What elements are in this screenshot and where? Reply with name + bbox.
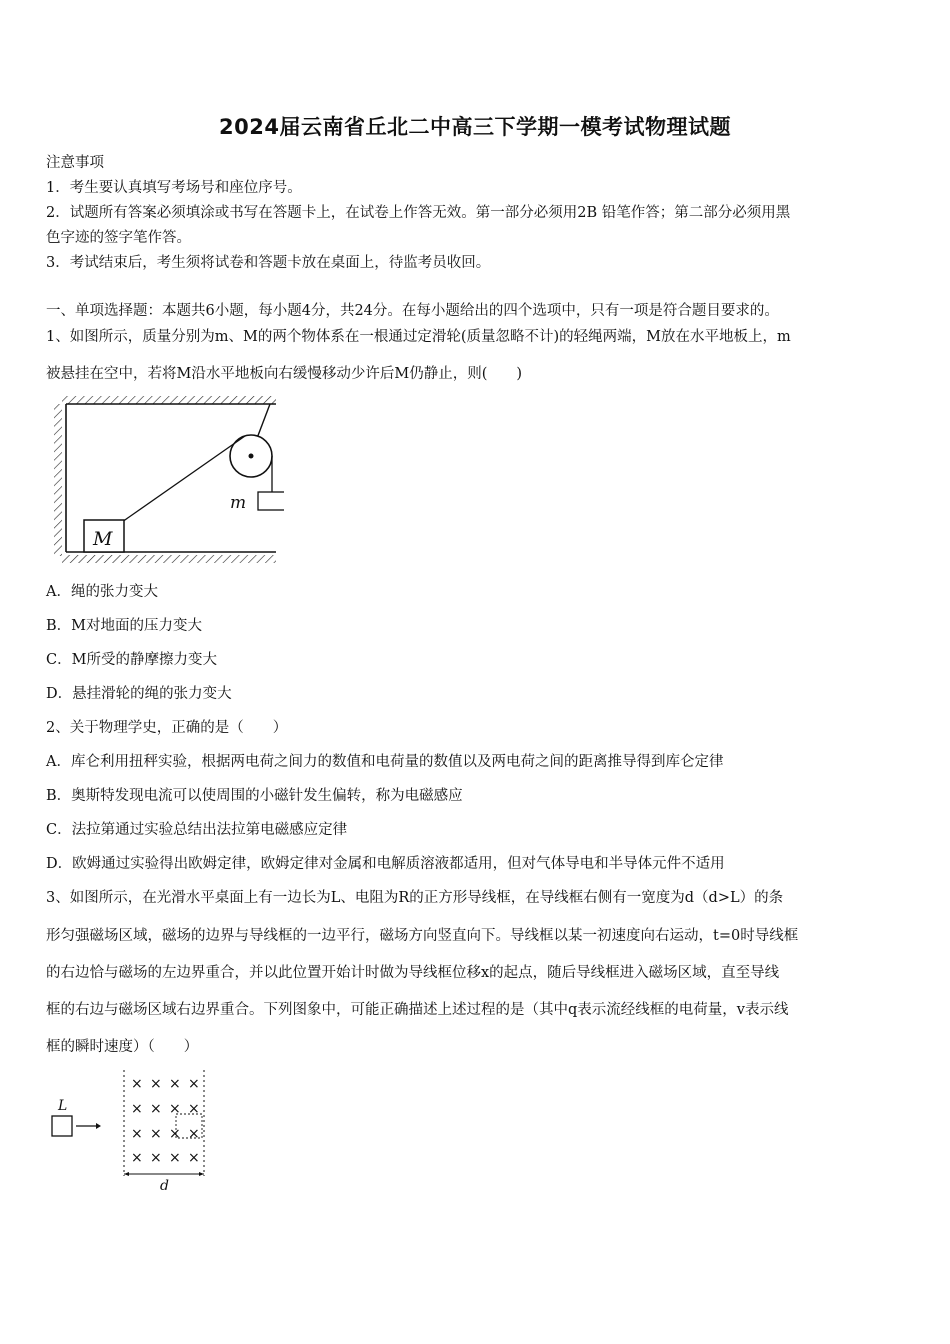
floor-hatch [62, 555, 276, 563]
field-cross: × [169, 1126, 181, 1142]
notice-item-2-cont: 色字迹的签字笔作答。 [46, 230, 191, 246]
q3-magnetic-field-figure [44, 1066, 216, 1192]
q1-option-b: B．M对地面的压力变大 [46, 618, 203, 634]
label-d: d [160, 1178, 169, 1192]
field-cross: × [188, 1126, 200, 1142]
field-cross: × [131, 1150, 143, 1166]
pulley-axle [249, 454, 254, 459]
ceiling-hatch [62, 396, 276, 404]
notice-item-2: 2．试题所有答案必须填涂或书写在答题卡上，在试卷上作答无效。第一部分必须用2B 铅笔作答；第二部分必须用黑 [46, 205, 791, 221]
field-cross: × [131, 1126, 143, 1142]
field-cross: × [169, 1101, 181, 1117]
field-cross: × [188, 1150, 200, 1166]
q1-option-a: A．绳的张力变大 [46, 584, 158, 600]
mass-m-label: m [230, 493, 247, 513]
notice-item-3: 3．考试结束后，考生须将试卷和答题卡放在桌面上，待监考员收回。 [46, 255, 491, 271]
q3-stem-line3: 的右边恰与磁场的左边界重合，并以此位置开始计时做为导线框位移x的起点，随后导线框进入磁场区域，直至导线 [46, 965, 780, 981]
dimension-arrow-left [124, 1172, 129, 1176]
field-cross: × [150, 1126, 162, 1142]
q1-option-d: D．悬挂滑轮的绳的张力变大 [46, 686, 232, 702]
field-cross: × [131, 1076, 143, 1092]
field-cross: × [169, 1076, 181, 1092]
q2-option-b: B．奥斯特发现电流可以使周围的小磁针发生偏转，称为电磁感应 [46, 788, 463, 804]
section-heading: 一、单项选择题：本题共6小题，每小题4分，共24分。在每小题给出的四个选项中，只有一项是符合题目要求的。 [46, 303, 779, 319]
q1-option-c: C．M所受的静摩擦力变大 [46, 652, 217, 668]
field-cross: × [150, 1101, 162, 1117]
rope-to-M [122, 436, 245, 522]
q3-stem-line2: 形匀强磁场区域，磁场的边界与导线框的一边平行，磁场方向竖直向下。导线框以某一初速度向右运动，t=0时导线框 [46, 928, 799, 944]
label-L: L [58, 1098, 68, 1114]
mass-m-box [258, 492, 284, 510]
q1-stem-line1: 1、如图所示，质量分别为m、M的两个物体系在一根通过定滑轮(质量忽略不计)的轻绳两端，M放在水平地板上，m [46, 329, 791, 345]
field-cross: × [150, 1076, 162, 1092]
field-cross: × [150, 1150, 162, 1166]
notice-heading: 注意事项 [46, 155, 104, 171]
q1-pulley-figure [52, 394, 284, 564]
q3-stem-line4: 框的右边与磁场区域右边界重合。下列图象中，可能正确描述上述过程的是（其中q表示流经线框的电荷量，v表示线 [46, 1002, 789, 1018]
q1-stem-line2: 被悬挂在空中，若将M沿水平地板向右缓慢移动少许后M仍静止，则( ) [46, 366, 523, 382]
page-title: 2024届云南省丘北二中高三下学期一模考试物理试题 [219, 115, 731, 139]
q3-stem-line1: 3、如图所示，在光滑水平桌面上有一边长为L、电阻为R的正方形导线框，在导线框右侧有一宽度为d（d>L）的条 [46, 890, 784, 906]
field-cross: × [188, 1101, 200, 1117]
wall-hatch [54, 404, 62, 556]
q2-option-d: D．欧姆通过实验得出欧姆定律，欧姆定律对金属和电解质溶液都适用，但对气体导电和半导体元件不适用 [46, 856, 725, 872]
q2-option-c: C．法拉第通过实验总结出法拉第电磁感应定律 [46, 822, 348, 838]
field-cross: × [188, 1076, 200, 1092]
q2-option-a: A．库仑利用扭秤实验，根据两电荷之间力的数值和电荷量的数值以及两电荷之间的距离推导得到库仑定律 [46, 754, 724, 770]
q3-stem-line5: 框的瞬时速度）（ ） [46, 1039, 199, 1055]
field-cross: × [169, 1150, 181, 1166]
notice-item-1: 1．考生要认真填写考场号和座位序号。 [46, 180, 302, 196]
dimension-arrow-right [199, 1172, 204, 1176]
block-M-label: M [93, 528, 113, 550]
velocity-arrowhead [96, 1123, 101, 1129]
q2-stem: 2、关于物理学史，正确的是（ ） [46, 720, 288, 736]
square-frame [52, 1116, 72, 1136]
field-cross: × [131, 1101, 143, 1117]
